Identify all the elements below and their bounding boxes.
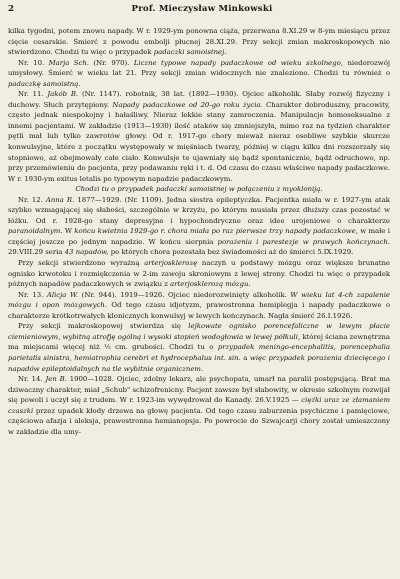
text-run: po których chora pozostała bez świadomości aż do śmierci 5.IX.1929. xyxy=(108,248,354,257)
italic-text: Jen B. xyxy=(45,375,67,384)
text-run: Od tego czasu idjotyzm, prawostronna hemiplegja i napady padaczkowe o charakterze krótkotrwałych klonicznych konwulsyj w lewych kończynach. Nagła śmierć 26.I.1926. xyxy=(8,301,390,320)
text-run: Nr. 12. xyxy=(18,195,46,204)
italic-text: końcu kwietnia 1929-go r. chora miała po raz pierwsze trzy napady padaczkowe, xyxy=(74,227,358,236)
body-paragraph xyxy=(8,195,390,258)
body-paragraph xyxy=(8,374,390,437)
italic-text: arterjosklerozę xyxy=(144,259,198,268)
running-title: Prof. Mieczysław Minkowski xyxy=(131,4,273,14)
italic-text: Alicja W. xyxy=(46,290,79,299)
text-run: Przy sekcji makroskopowej stwierdza się xyxy=(18,322,189,331)
text-run: 1900—1028. Ojciec, zdolny lekarz, ale psychopata, umarł na paralii postępującą. Brat ma dziwaczny charakter, miał „Schub" schizofrenicny. Pacjent zawsze był słabowity, w okresie szkolnym rozwijał się powoli i uczył się z trudem. W r. 1923-im wywędrował do Kanady. 26.V.1925 — xyxy=(8,375,390,405)
body-paragraph xyxy=(8,26,390,58)
italic-text: Napady padaczkowe od 20-go roku życia. xyxy=(112,100,263,109)
text-run: której ściana zewnętrzna ma miejscami więcej niż ½ cm. grubości. Chodzi tu o xyxy=(8,332,390,352)
body-paragraph xyxy=(8,58,390,90)
italic-text: W wieku lat 4-ch zapalenie mózgu i opon mózgowych. xyxy=(8,290,390,310)
italic-text: Chodzi tu o przypadek padaczki samoistnej w połączeniu z myokloniją. xyxy=(75,185,323,194)
italic-text: padaczkę samoistną. xyxy=(8,79,81,88)
page-number: 2 xyxy=(8,4,14,14)
text-run: 1877—1929. (Nr. 1109). Jedna siostra epileptyczka. Pacjentka miała w r. 1927-ym atak szybko wzmagającej się słabości, szczególnie w krzyżu, po którym musiała przez dłuższy czas pozostać w łóżku. Od r. 1928-go stany depresyjne i hypochondryczne oraz idee urojeniowe o charakterze xyxy=(8,195,390,225)
italic-text: Marja Sch. xyxy=(48,58,89,67)
italic-text: padaczki samoistnej. xyxy=(153,48,227,57)
italic-text: arterjosklerozą mózgu. xyxy=(170,280,251,289)
text-run: (Nr. 944). 1919—1926. Ojciec niedorozwinięty alkoholik. xyxy=(78,290,291,299)
text-run: a xyxy=(240,353,250,362)
body-paragraph xyxy=(8,89,390,184)
document-body xyxy=(8,26,390,437)
body-paragraph xyxy=(8,321,390,374)
text-run: niedorozwój umysłowy. Śmierć w wieku lat 21. Przy sekcji zmian widocznych nie znaleziono. Chodzi tu również o xyxy=(8,58,390,78)
summary-paragraph xyxy=(8,184,390,195)
italic-text: Liczne typowe napady padaczkowe od wieku szkolnego, xyxy=(133,58,343,67)
text-run: (Nr. 1147). robotnik, 38 lat. (1892—1930). Ojciec alkoholik. Słaby rozwój fizyczny i duchowy. Słuch przytępiony. xyxy=(8,90,390,109)
italic-text: paranoidalnym. xyxy=(8,227,63,236)
body-paragraph xyxy=(8,290,390,322)
text-run: kilka tygodni, potem znowu napady. W r. 1929-ym ponowna ciąża, przerwana 8.XI.29 w 8-ym miesiącu przez cięcie cesarskie. Śmierć z powodu embolji płucnej 28.XI.29. Przy sekcji zmian makroskopowych nie stwierdzono. Chodzi tu więc o przypadek xyxy=(8,27,390,57)
text-run: naczyń u podstawy mózgu oraz większe brunatne ognisko krwotoku i rozmiękczenia w 2-im zawoju skroniowym z lewej strony. Chodzi tu więc o przypadek późnych napadów padaczkowych w związku z xyxy=(8,259,390,289)
italic-text: cięźki uraz ze złamaniem czaszki xyxy=(8,396,390,415)
body-paragraph xyxy=(8,258,390,290)
italic-text: przypadek meningo-encephalitis, porencephalia parietalis sinistra, hemiatrophia cerebri et hydrocephalus int. sin. xyxy=(8,343,390,362)
text-run: Nr. 11. xyxy=(18,90,48,99)
text-run: Nr. 14. xyxy=(18,375,46,384)
text-run: 29.VIII.29 seria xyxy=(8,248,65,257)
italic-text: Anna R. xyxy=(45,195,75,204)
text-run: Nr. 13. xyxy=(18,290,47,299)
text-run: (Nr. 970). xyxy=(88,58,134,67)
italic-text: 43 napadów, xyxy=(64,248,109,257)
text-run: Nr. 10. xyxy=(18,58,49,67)
italic-text: Jakób B. xyxy=(47,90,79,99)
text-run: przez upadek kłody drzewa na głowę pacjenta. Od tego czasu zaburzenia psychiczne i pamięciowe, częściowa afazja i aleksja, prawostronna hemianopsja. Po powrocie do Szwajcarji chory został umieszczony w zakładzie dla umy- xyxy=(8,406,390,436)
text-run: Charakter dobroduszny, pracowity, często jednak niespokojny i hałaśliwy. Nieraz lekkie stany zamroczenia. Manipulacje homoseksualne z innemi pacjentami. W zakładzie (1913—1930) ilość ataków się zmniejszyła, mimo raz na tydzień charakter pętli mał lub tylko zawrotów głowy. Od r. 1917-go chory mieważ nieraz osobliwe szybkie skurcze konwulsyjne, które z początku występowały w mięśniach twarzy, później w ciągu kilku dni rozszerzały się stopniowo, aż obejmowały całe ciało. Konwulsje te ujawniały się bądź spontanicznie, bądź odruchowo, np. przy przemówieniu do pacjenta, przy podawaniu ręki i t. d. Od czasu do czasu właściwe napady padaczkowe. W r. 1930-ym exitus letalis po typowym napadzie padaczkowym. xyxy=(8,100,390,183)
text-run: w małe i częściej jeszcze po jednym napadzie. W końcu sierpnia xyxy=(8,227,390,246)
italic-text: porażenia i parestezje w prawych kończynach. xyxy=(217,237,390,246)
text-run: Przy sekcji stwierdzono wyraźną xyxy=(18,259,145,268)
italic-text: lejkowate ognisko porencefaliczne w lewym płacie ciemieniowym, wybitną atrofję ogólną i wysoki stopień wodogłowia w lewej półkuli, xyxy=(8,322,391,341)
italic-text: więc przypadek porażenia dziecięcego i napadów epileptoidalnych na tle wybitnie organicznem. xyxy=(8,353,390,373)
page-header xyxy=(8,4,390,20)
text-run: W xyxy=(62,227,75,236)
